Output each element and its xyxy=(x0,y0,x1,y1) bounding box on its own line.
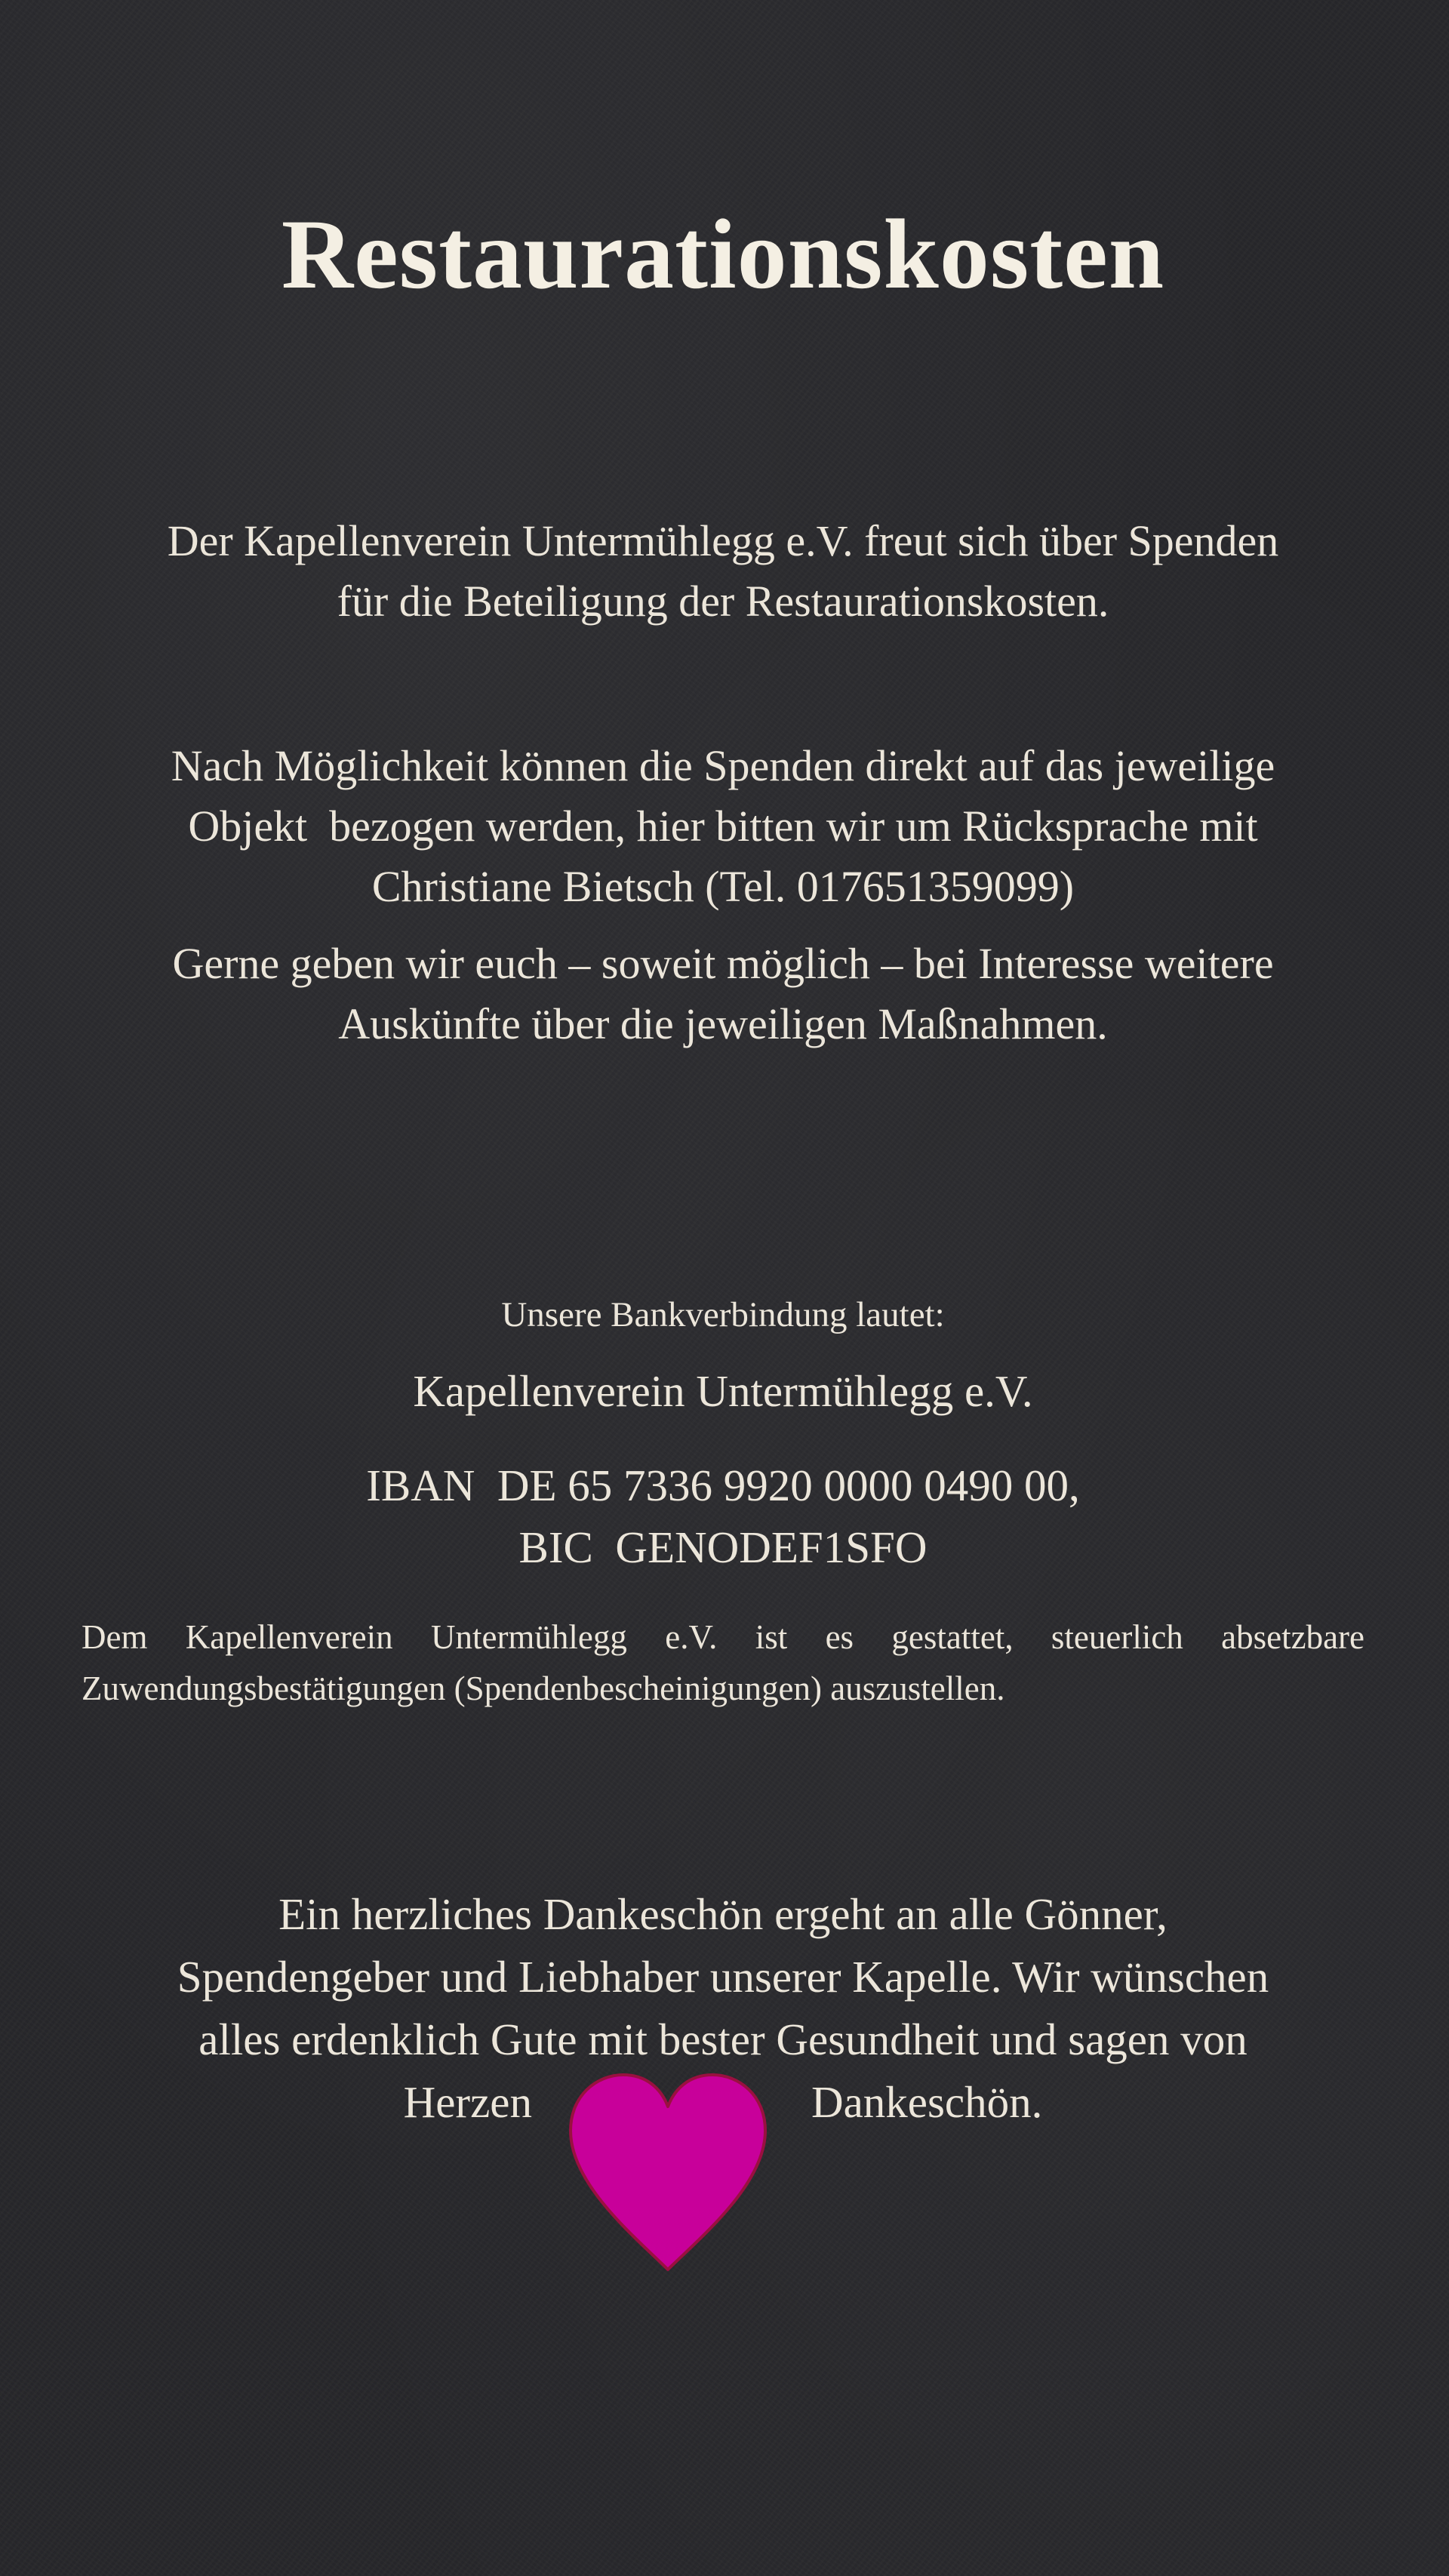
page-title: Restaurationskosten xyxy=(281,199,1165,309)
thanks-line-2: Spendengeber und Liebhaber unserer Kapelle. Wir wünschen xyxy=(177,1952,1269,2002)
bank-details xyxy=(82,1454,1364,1578)
contact-line-1: Nach Möglichkeit können die Spenden direkt auf das jeweilige xyxy=(171,741,1275,790)
contact-line-2: Objekt bezogen werden, hier bitten wir um Rücksprache mit xyxy=(188,802,1258,851)
iban-text: IBAN DE 65 7336 9920 0000 0490 00, xyxy=(366,1460,1080,1510)
info-line-1: Gerne geben wir euch – soweit möglich – bei Interesse weitere xyxy=(172,939,1274,988)
bank-intro: Unsere Bankverbindung lautet: xyxy=(501,1295,945,1334)
info-line-2: Auskünfte über die jeweiligen Maßnahmen. xyxy=(338,999,1108,1048)
contact-line-3: Christiane Bietsch (Tel. 017651359099) xyxy=(371,862,1075,911)
info-paragraph xyxy=(82,934,1364,1054)
tax-note: Dem Kapellenverein Untermühlegg e.V. ist es gestattet, steuerlich absetzbare Zuwendungsbestätigungen (Spendenbescheinigungen) auszustellen. xyxy=(82,1618,1364,1707)
contact-paragraph xyxy=(82,736,1364,917)
intro-paragraph xyxy=(82,511,1364,632)
thanks-line-3: alles erdenklich Gute mit bester Gesundheit und sagen von xyxy=(198,2014,1247,2064)
thanks-herzen: Herzen xyxy=(403,2077,532,2127)
bank-account-holder: Kapellenverein Untermühlegg e.V. xyxy=(413,1366,1033,1416)
intro-line-1: Der Kapellenverein Untermühlegg e.V. freut sich über Spenden xyxy=(167,516,1279,565)
thanks-line-1: Ein herzliches Dankeschön ergeht an alle Gönner, xyxy=(278,1889,1168,1939)
thanks-dankeschoen: Dankeschön. xyxy=(811,2077,1043,2127)
bic-text: BIC GENODEF1SFO xyxy=(518,1522,928,1572)
heart-shape xyxy=(571,2075,765,2270)
heart-icon xyxy=(566,2072,770,2272)
intro-line-2: für die Beteiligung der Restaurationskosten. xyxy=(337,577,1109,626)
